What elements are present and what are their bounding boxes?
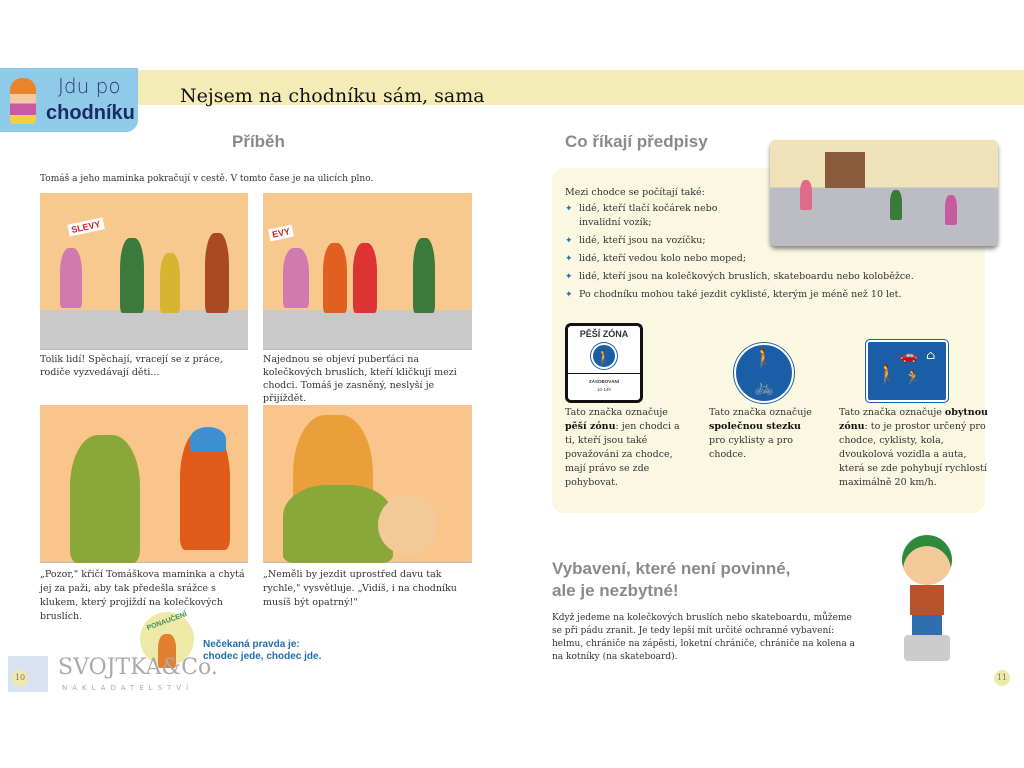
residential-zone-sign	[866, 340, 948, 402]
sign3-caption: Tato značka označuje obytnou zónu: to je prostor určený pro chodce, cyklisty, kola, dvoukolová vozidla a auta, která se zde pohybují rychlostí maximálně 20 km/h.	[839, 407, 988, 488]
story-intro: Tomáš a jeho maminka pokračují v cestě. V tomto čase je na ulicích plno.	[40, 174, 374, 184]
sign2-caption: Tato značka označuje společnou stezku pro cyklisty a pro chodce.	[709, 407, 812, 460]
shop-sign: SLEVY	[67, 217, 104, 236]
pedestrian-icon: 🚶	[876, 364, 899, 385]
equipment-text: Když jedeme na kolečkových bruslích nebo skateboardu, můžeme se při pádu zranit. Je tedy lepší mít určité ochranné vybavení: helmu, chrániče na zápěstí, loketní chrániče, chrániče na kolena a na kotníky (na skateboard).	[552, 613, 855, 662]
equipment-heading	[552, 558, 790, 602]
skater-kid-illustration	[890, 535, 965, 668]
pedestrians-icon: 🚶	[752, 348, 776, 369]
shop-sign: EVY	[268, 225, 294, 242]
rule-item: ✦ lidé, kteří jsou na vozíčku;	[565, 234, 985, 248]
lesson-badge-label: PONAUČENÍ	[146, 611, 188, 632]
pedestrians-icon: 🚶	[591, 343, 617, 369]
panel-2-caption: Najednou se objeví puberťáci na kolečkových bruslích, kteří kličkují mezi chodci. Tomáš je zasněný, neslyší je přijíždět.	[263, 354, 457, 404]
rule-item: ✦ lidé, kteří jsou na kolečkových bruslích, skateboardu nebo koloběžce.	[565, 270, 985, 284]
sign-title: PĚŠÍ ZÓNA	[579, 329, 629, 339]
panel-3-caption: „Pozor," křičí Tomáškova maminka a chytá jej za paži, aby tak předešla srážce s klukem, který projíždí na kolečkových bruslích.	[40, 569, 245, 622]
section-label-line1: Jdu po	[58, 74, 121, 98]
pedestrian-zone-sign	[565, 323, 643, 403]
lesson-line-1: Nečekaná pravda je:	[203, 639, 300, 650]
shared-path-sign	[734, 343, 794, 403]
story-heading: Příběh	[232, 132, 285, 151]
comic-panel-4	[263, 405, 472, 563]
publisher-sub: NAKLADATELSTVÍ	[62, 684, 194, 692]
page-number-left: 10	[12, 670, 28, 686]
comic-panel-3	[40, 405, 248, 563]
girl-mascot-icon	[10, 78, 36, 124]
panel-4-caption: „Neměli by jezdit uprostřed davu tak rychle," vysvětluje. „Vidíš, i na chodníku musíš být opatrný!"	[263, 569, 457, 608]
sign1-caption: Tato značka označuje pěší zónu: jen chodci a ti, kteří jsou také považováni za chodce, mají právo se zde pohybovat.	[565, 407, 680, 488]
rule-item: ✦ lidé, kteří tlačí kočárek nebo invalidní vozík;	[565, 202, 745, 230]
rules-heading: Co říkají předpisy	[565, 132, 708, 151]
bicycle-icon: 🚲	[754, 377, 774, 396]
panel-1-caption: Tolik lidí! Spěchají, vracejí se z práce, rodiče vyzvedávají děti...	[40, 354, 223, 378]
comic-panel-1	[40, 193, 248, 350]
section-tab	[0, 68, 138, 132]
equipment-heading-line2: ale je nezbytné!	[552, 581, 679, 600]
house-icon: ⌂	[926, 348, 936, 362]
page-number-right: 11	[994, 670, 1010, 686]
equipment-heading-line1: Vybavení, které není povinné,	[552, 559, 791, 578]
section-label-line2: chodníku	[46, 102, 135, 124]
child-playing-icon: 🏃	[904, 370, 922, 386]
lesson-text	[203, 639, 321, 663]
lesson-line-2: chodec jede, chodec jde.	[203, 651, 322, 662]
sign-sub1: ZÁSOBOVÁNÍ	[568, 373, 640, 384]
sign-sub2: 10-14h	[596, 387, 611, 392]
comic-panel-2	[263, 193, 472, 350]
rules-list	[565, 186, 985, 306]
rule-item: ✦ lidé, kteří vedou kolo nebo moped;	[565, 252, 985, 266]
publisher-logo: SVOJTKA&Co.	[58, 655, 218, 680]
rules-intro: Mezi chodce se počítají také:	[565, 187, 705, 198]
car-icon: 🚗	[900, 348, 918, 364]
page-title: Nejsem na chodníku sám, sama	[180, 85, 485, 107]
rule-item: ✦ Po chodníku mohou také jezdit cyklisté, kterým je méně než 10 let.	[565, 288, 985, 302]
